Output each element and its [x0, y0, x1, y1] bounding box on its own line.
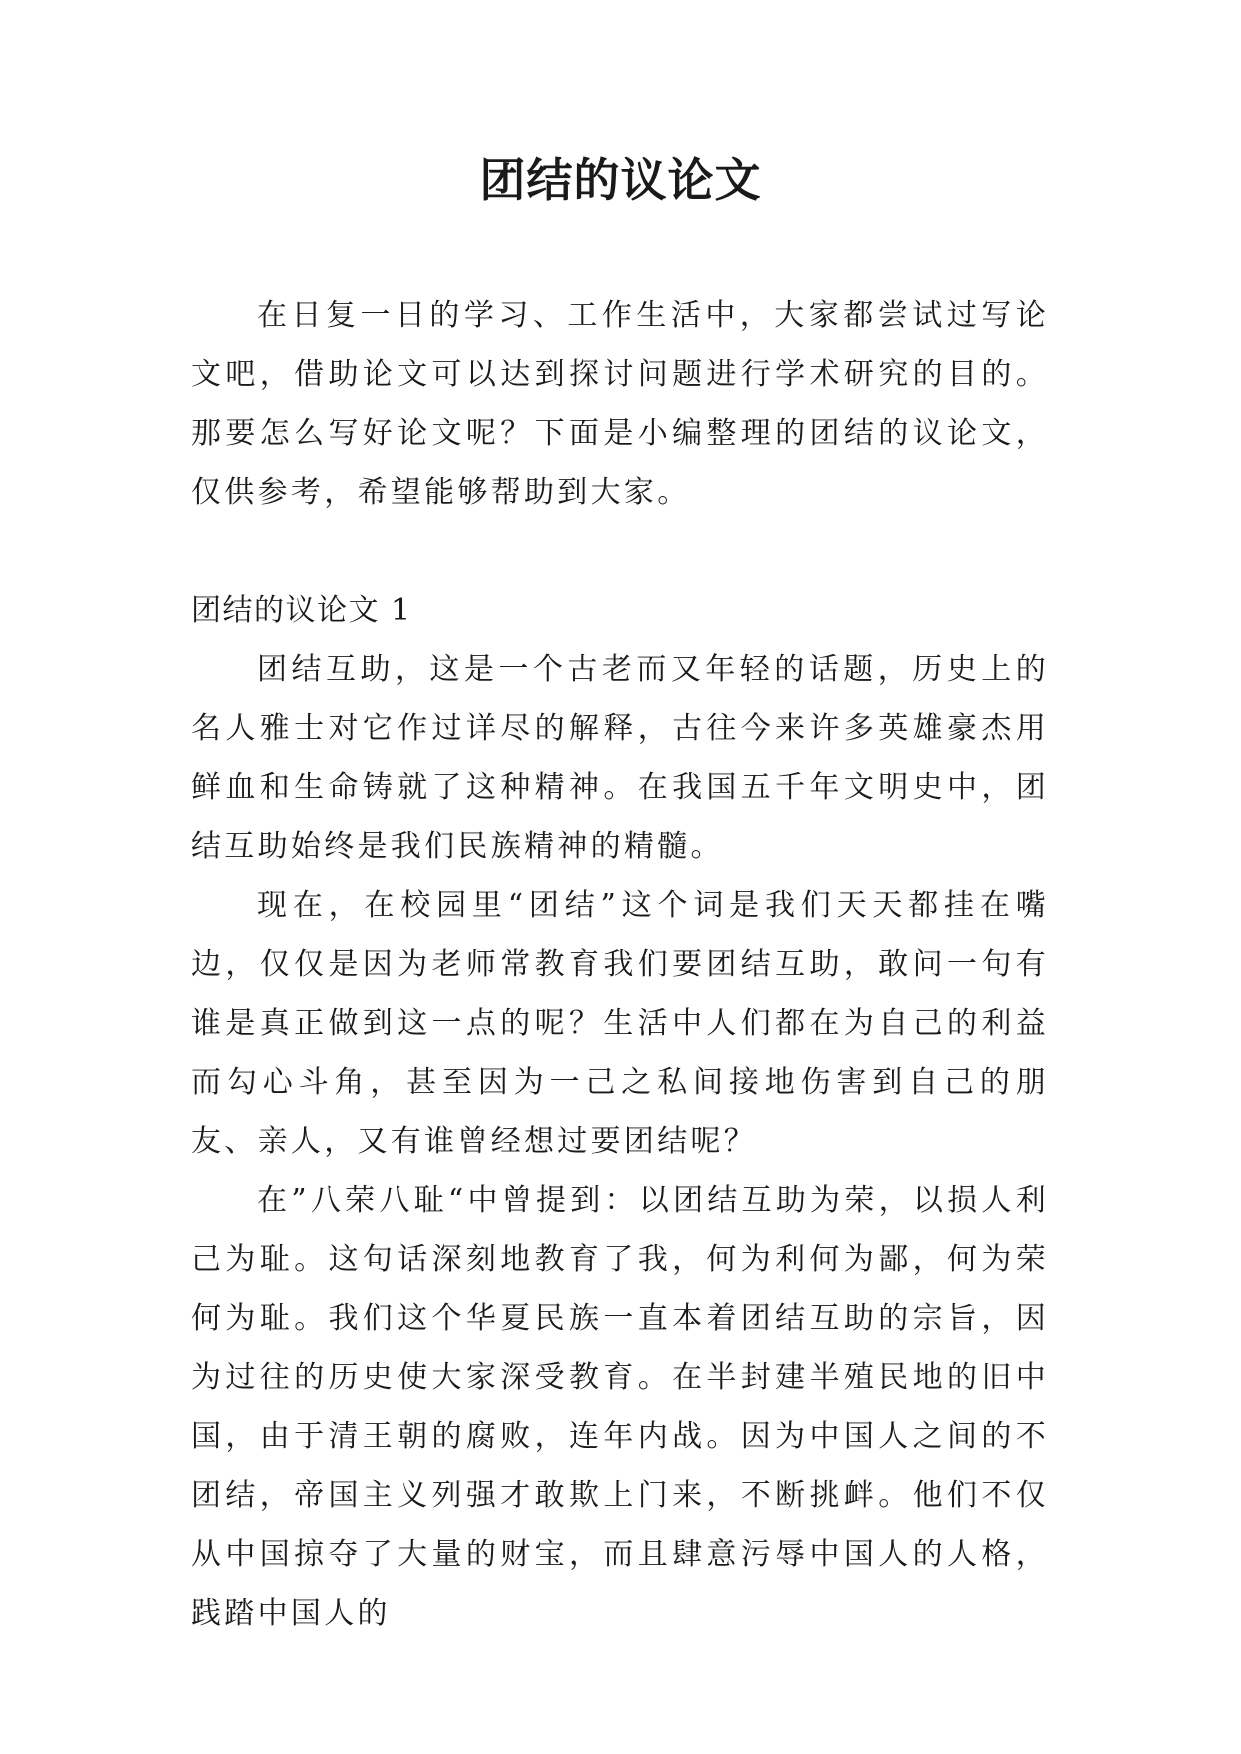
section-heading: 团结的议论文 1 — [191, 593, 412, 628]
body-paragraph: 团结互助，这是一个古老而又年轻的话题，历史上的名人雅士对它作过详尽的解释，古往今来许多英雄豪杰用鲜血和生命铸就了这种精神。在我国五千年文明史中，团结互助始终是我们民族精神的精髓。 — [191, 652, 1049, 864]
body-paragraph: 现在，在校园里“团结”这个词是我们天天都挂在嘴边，仅仅是因为老师常教育我们要团结互助，敢问一句有谁是真正做到这一点的呢？生活中人们都在为自己的利益而勾心斗角，甚至因为一己之私间接地伤害到自己的朋友、亲人，又有谁曾经想过要团结呢？ — [191, 888, 1049, 1159]
body-paragraph: 在”八荣八耻“中曾提到：以团结互助为荣，以损人利己为耻。这句话深刻地教育了我，何为利何为鄙，何为荣何为耻。我们这个华夏民族一直本着团结互助的宗旨，因为过往的历史使大家深受教育。在半封建半殖民地的旧中国，由于清王朝的腐败，连年内战。因为中国人之间的不团结，帝国主义列强才敢欺上门来，不断挑衅。他们不仅从中国掠夺了大量的财宝，而且肆意污辱中国人的人格，践踏中国人的 — [191, 1183, 1049, 1631]
document-title: 团结的议论文 — [479, 153, 762, 207]
intro-paragraph: 在日复一日的学习、工作生活中，大家都尝试过写论文吧，借助论文可以达到探讨问题进行学术研究的目的。那要怎么写好论文呢？下面是小编整理的团结的议论文，仅供参考，希望能够帮助到大家。 — [191, 298, 1049, 510]
document-body — [191, 286, 1049, 1643]
